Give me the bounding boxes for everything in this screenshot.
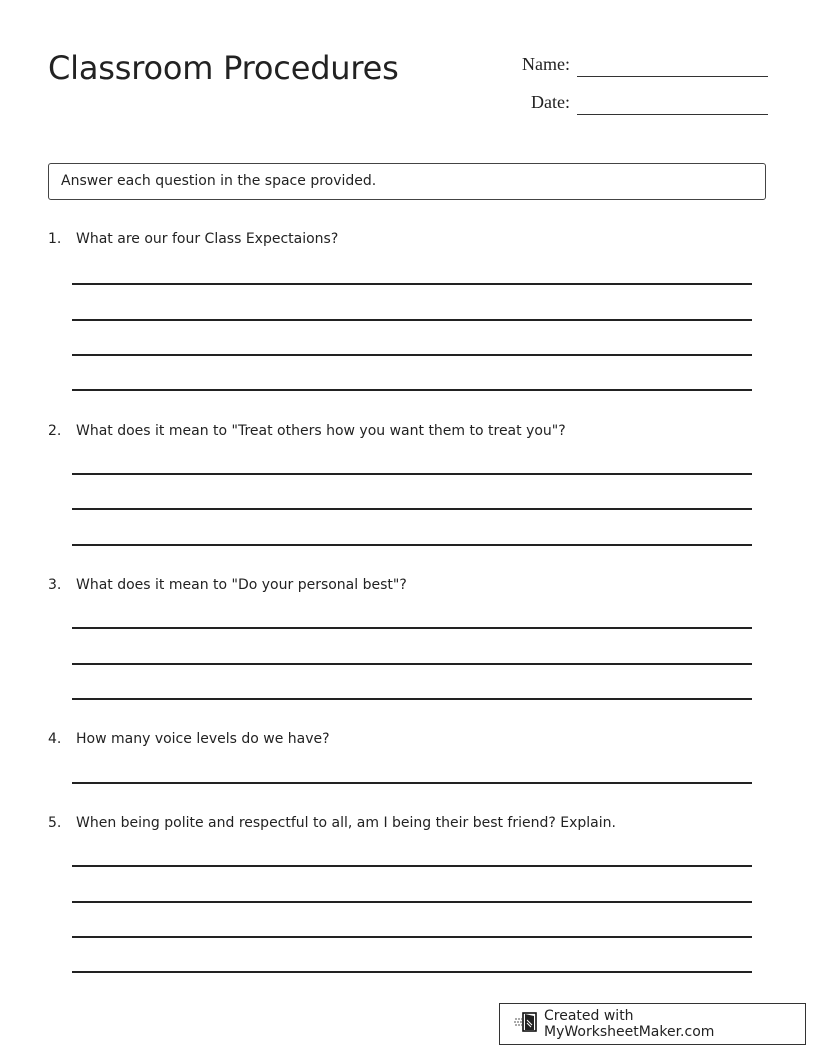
question-4 [48, 731, 330, 747]
question-text: What are our four Class Expectaions? [76, 231, 339, 247]
instructions-box: Answer each question in the space provided. [48, 163, 766, 200]
date-label: Date: [531, 92, 570, 112]
question-text: What does it mean to "Do your personal best"? [76, 577, 407, 593]
question-3 [48, 577, 407, 593]
answer-line[interactable] [72, 354, 752, 356]
page-title: Classroom Procedures [48, 49, 399, 87]
question-number: 5. [48, 815, 62, 831]
answer-line[interactable] [72, 544, 752, 546]
answer-line[interactable] [72, 782, 752, 784]
question-5 [48, 815, 616, 831]
question-number: 2. [48, 423, 62, 439]
answer-line[interactable] [72, 319, 752, 321]
name-field[interactable] [577, 76, 768, 77]
footer-text: Created with MyWorksheetMaker.com [544, 1008, 715, 1040]
answer-line[interactable] [72, 971, 752, 973]
question-text: How many voice levels do we have? [76, 731, 330, 747]
answer-line[interactable] [72, 389, 752, 391]
question-number: 1. [48, 231, 62, 247]
answer-line[interactable] [72, 865, 752, 867]
question-1 [48, 231, 338, 247]
answer-line[interactable] [72, 663, 752, 665]
question-text: What does it mean to "Treat others how you want them to treat you"? [76, 423, 566, 439]
answer-line[interactable] [72, 473, 752, 475]
date-field[interactable] [577, 114, 768, 115]
question-number: 4. [48, 731, 62, 747]
answer-line[interactable] [72, 901, 752, 903]
footer-credit[interactable] [499, 1003, 806, 1045]
answer-line[interactable] [72, 936, 752, 938]
answer-line[interactable] [72, 508, 752, 510]
question-text: When being polite and respectful to all, am I being their best friend? Explain. [76, 815, 616, 831]
answer-line[interactable] [72, 627, 752, 629]
question-2 [48, 423, 566, 439]
worksheet-logo-icon [514, 1011, 544, 1037]
name-label: Name: [522, 54, 570, 74]
answer-line[interactable] [72, 698, 752, 700]
question-number: 3. [48, 577, 62, 593]
answer-line[interactable] [72, 283, 752, 285]
